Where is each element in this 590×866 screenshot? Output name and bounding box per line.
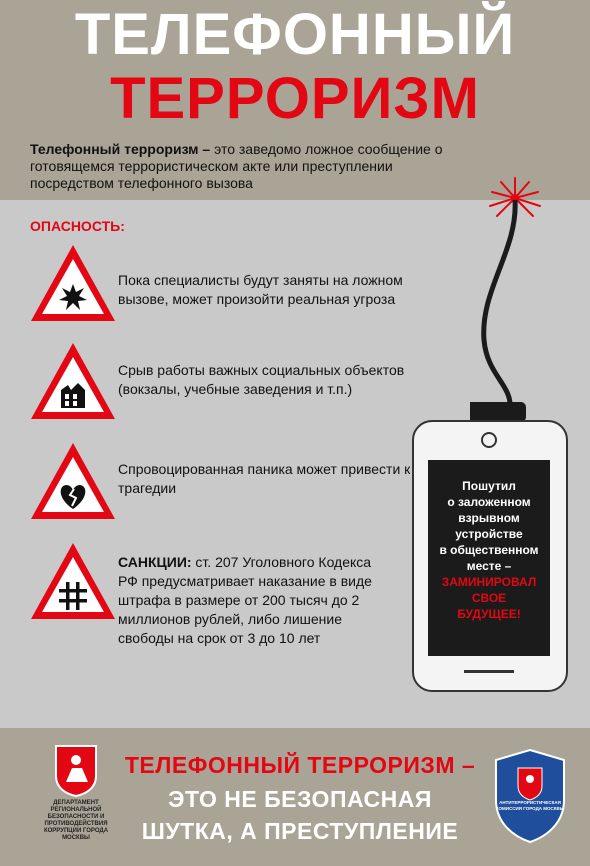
hash-bars-icon xyxy=(28,540,118,622)
phone-message-line: взрывном xyxy=(458,511,520,525)
danger-item-1: Пока специалисты будут заняты на ложном вызове, может произойти реальная угроза xyxy=(118,272,403,307)
phone-warning-line: БУДУЩЕЕ! xyxy=(457,607,521,621)
sanction-label: САНКЦИИ: xyxy=(118,554,192,570)
footer-slogan-line1: ТЕЛЕФОННЫЙ ТЕРРОРИЗМ – xyxy=(124,752,476,778)
moscow-coat-of-arms-icon xyxy=(52,742,100,798)
footer-slogan-line2: ЭТО НЕ БЕЗОПАСНАЯ xyxy=(168,786,432,812)
phone-message-line: месте – xyxy=(466,559,512,573)
department-caption: ДЕПАРТАМЕНТ РЕГИОНАЛЬНОЙ БЕЗОПАСНОСТИ И ПРОТИВОДЕЙСТВИЯ КОРРУПЦИИ ГОРОДА МОСКВЫ xyxy=(43,800,109,841)
commission-caption: АНТИТЕРРОРИСТИЧЕСКАЯ КОМИССИЯ ГОРОДА МОСКВЫ xyxy=(495,800,565,811)
home-bar xyxy=(464,670,514,673)
danger-item-3: Спровоцированная паника может привести к трагедии xyxy=(118,461,411,496)
phone-warning-line: СВОЕ xyxy=(471,591,507,605)
phone-message-line: о заложенном xyxy=(447,495,531,509)
phone-warning-line: ЗАМИНИРОВАЛ xyxy=(441,575,537,589)
danger-heading: ОПАСНОСТЬ: xyxy=(30,218,125,234)
sanction-text: ст. 207 Уголовного Кодекса РФ предусматривает наказание в виде штрафа в размере от 200 тысяч до 2 миллионов рублей, либо лишение свободы на срок от 3 до 10 лет xyxy=(118,554,372,646)
broken-heart-icon xyxy=(28,440,118,522)
phone-message xyxy=(428,478,550,622)
antiterror-commission-shield-icon xyxy=(492,748,568,844)
explosion-icon xyxy=(28,242,118,324)
phone-message-line: устройстве xyxy=(455,527,523,541)
camera-icon xyxy=(481,432,497,448)
phone-message-line: Пошутил xyxy=(462,479,516,493)
intro-definition xyxy=(30,141,460,192)
phone-message-line: в общественном xyxy=(439,543,539,557)
building-icon xyxy=(28,340,118,422)
footer-slogan-line3: ШУТКА, А ПРЕСТУПЛЕНИЕ xyxy=(141,818,459,844)
danger-item-2: Срыв работы важных социальных объектов (вокзалы, учебные заведения и т.п.) xyxy=(118,362,405,397)
intro-text: это заведомо ложное сообщение о готовящемся террористическом акте или преступлении посредством телефонного вызова xyxy=(30,141,443,191)
bomb-phone-icon xyxy=(470,170,570,430)
sanction-block xyxy=(118,553,378,648)
intro-term: Телефонный терроризм – xyxy=(30,141,211,157)
page-title-line1: ТЕЛЕФОННЫЙ xyxy=(74,2,516,67)
page-title-line2: ТЕРРОРИЗМ xyxy=(110,66,480,131)
